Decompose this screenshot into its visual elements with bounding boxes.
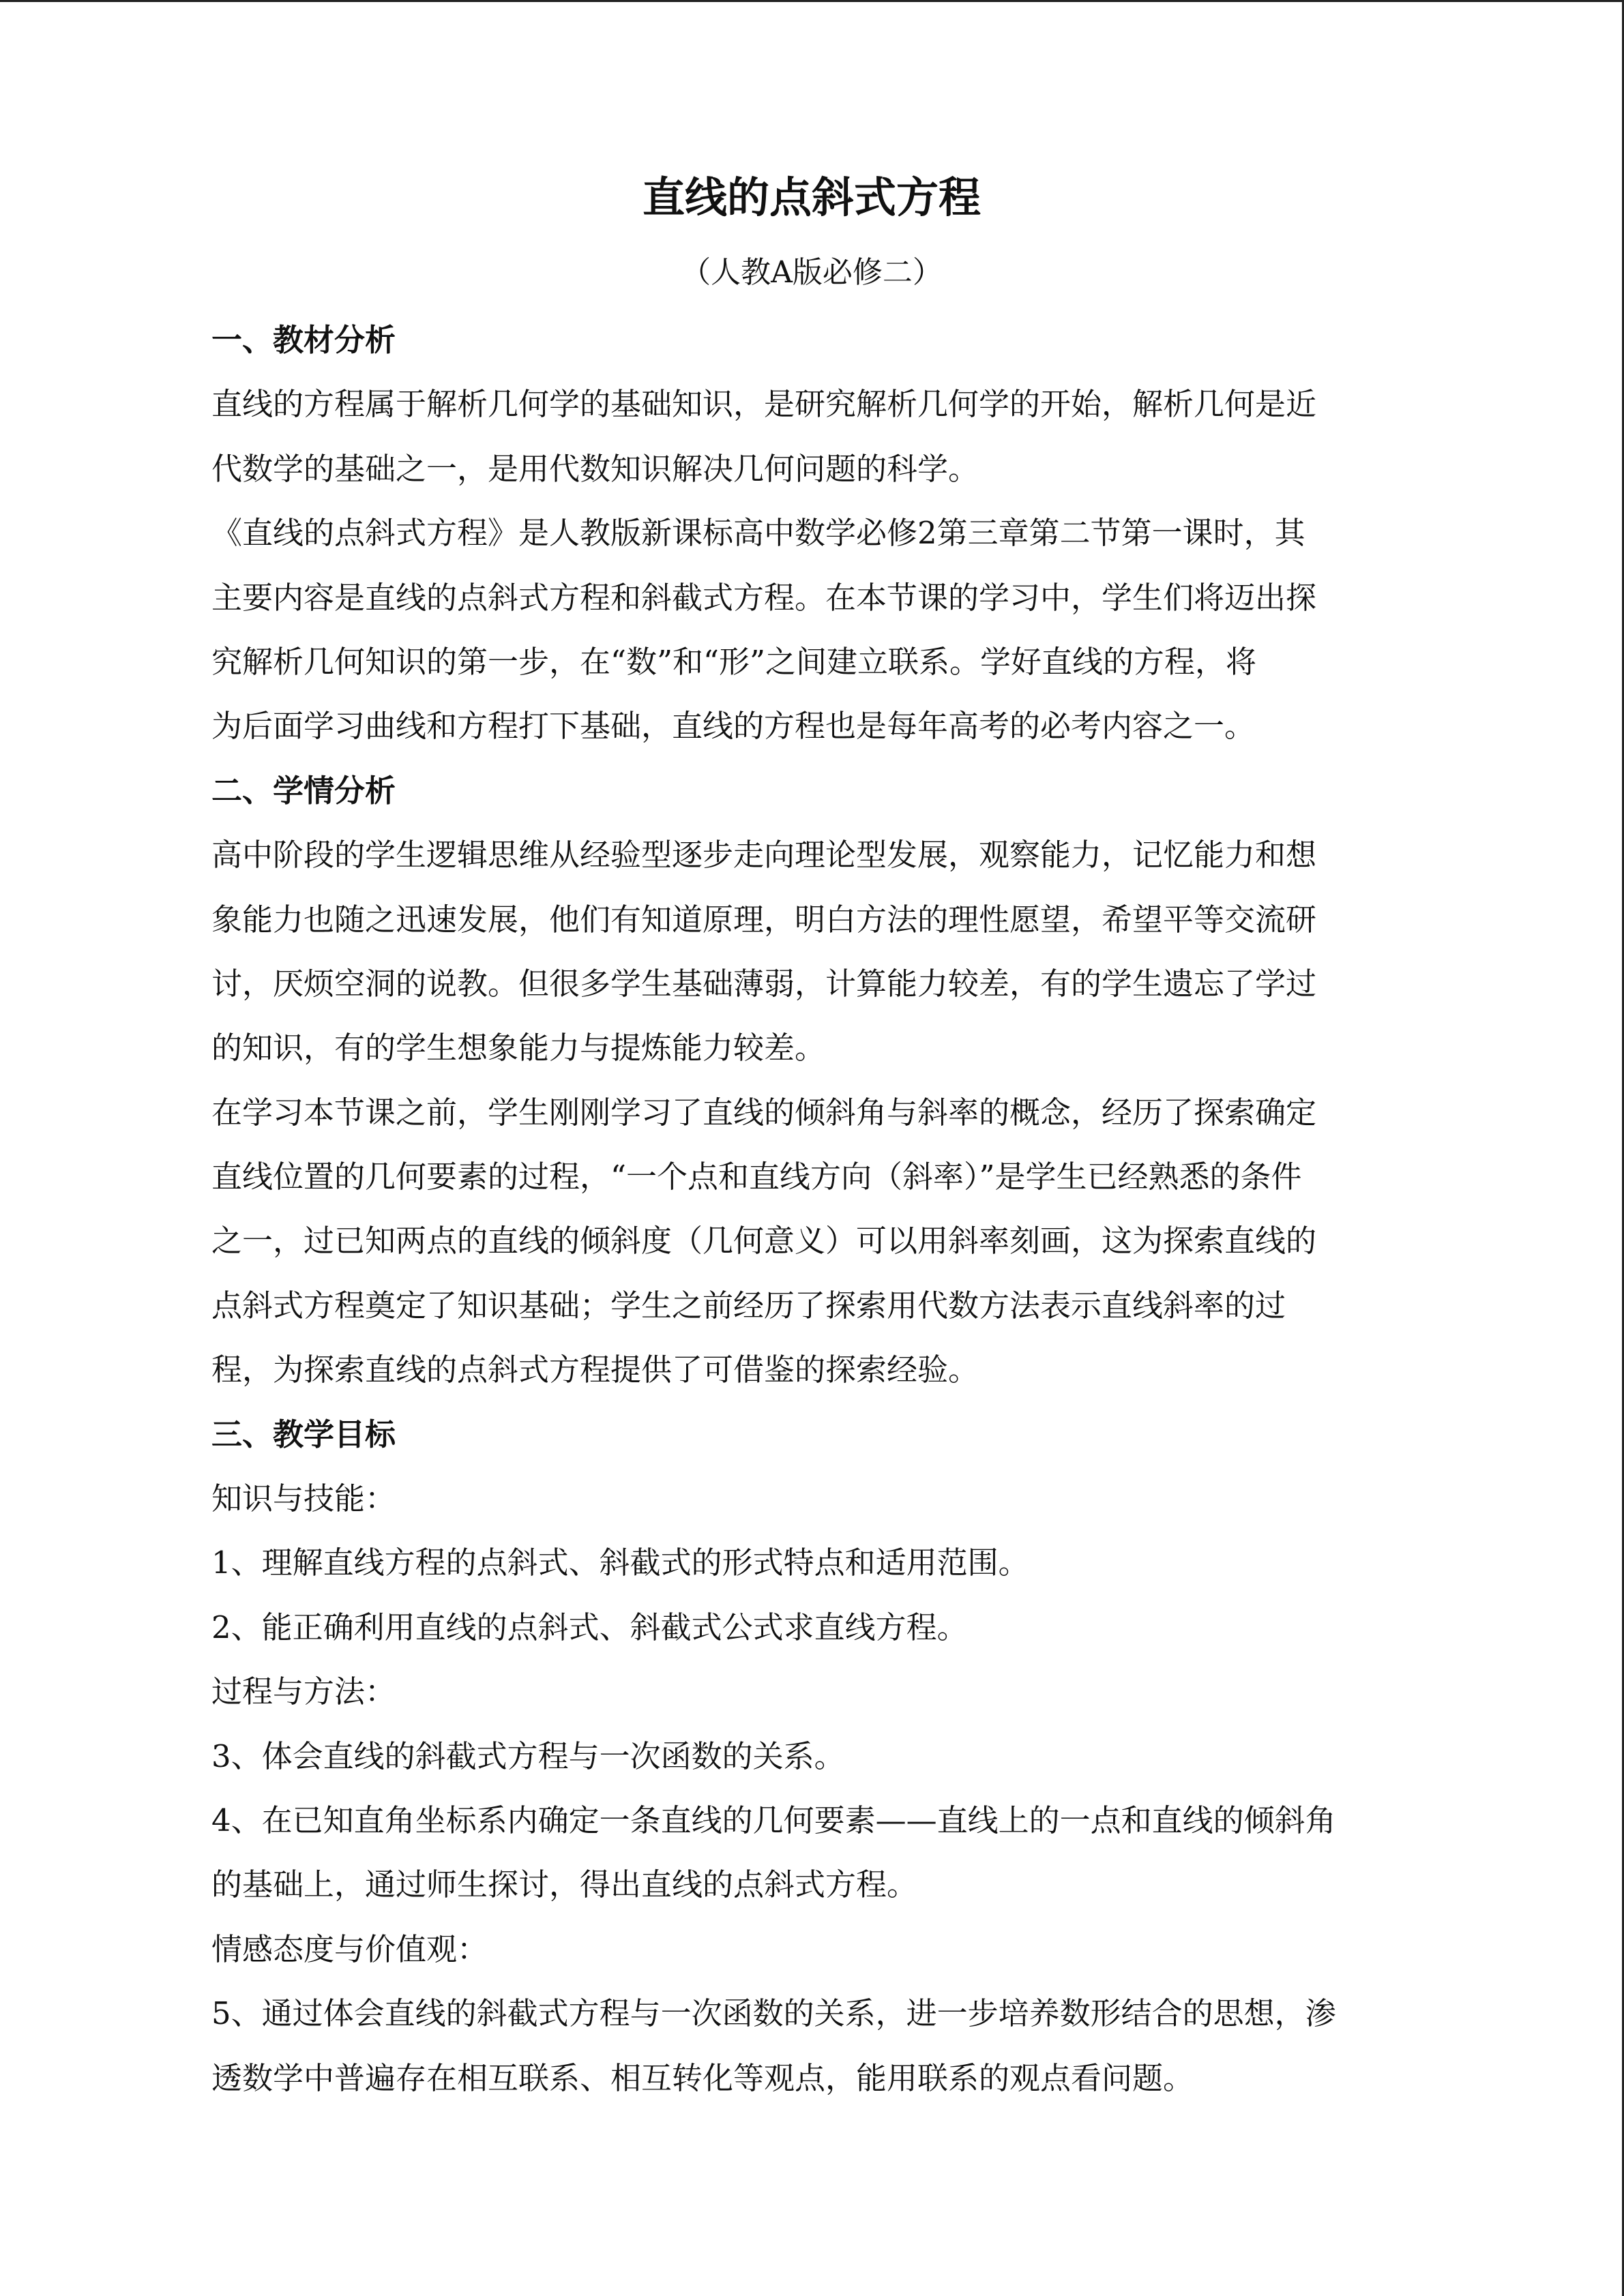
section-heading: 三、教学目标: [211, 1416, 396, 1452]
paragraph-line: 代数学的基础之一，是用代数知识解决几何问题的科学。: [211, 450, 979, 487]
objective-item: 3、体会直线的斜截式方程与一次函数的关系。: [211, 1738, 845, 1774]
document-body: [211, 308, 1412, 2111]
subsection-label: 情感态度与价值观：: [211, 1930, 488, 1967]
page-border-top: [0, 0, 1624, 2]
paragraph-line: 讨，厌烦空洞的说教。但很多学生基础薄弱，计算能力较差，有的学生遗忘了学过: [211, 965, 1317, 1002]
paragraph-line: 直线的方程属于解析几何学的基础知识，是研究解析几何学的开始，解析几何是近: [211, 386, 1317, 423]
paragraph-line: 究解析几何知识的第一步，在“数”和“形”之间建立联系。学好直线的方程，将: [211, 643, 1257, 680]
objective-item: 5、通过体会直线的斜截式方程与一次函数的关系，进一步培养数形结合的思想，渗: [211, 1995, 1336, 2032]
paragraph-line: 程，为探索直线的点斜式方程提供了可借鉴的探索经验。: [211, 1352, 979, 1388]
paragraph-line: 之一，过已知两点的直线的倾斜度（几何意义）可以用斜率刻画，这为探索直线的: [211, 1223, 1317, 1259]
document-subtitle: （人教A版必修二）: [681, 255, 943, 290]
paragraph-line: 主要内容是直线的点斜式方程和斜截式方程。在本节课的学习中，学生们将迈出探: [211, 579, 1317, 616]
section-heading: 一、教材分析: [211, 322, 396, 358]
objective-item: 透数学中普遍存在相互联系、相互转化等观点，能用联系的观点看问题。: [211, 2059, 1194, 2096]
paragraph-line: 直线位置的几何要素的过程，“一个点和直线方向（斜率）”是学生已经熟悉的条件: [211, 1159, 1302, 1195]
objective-item: 4、在已知直角坐标系内确定一条直线的几何要素——直线上的一点和直线的倾斜角: [211, 1802, 1336, 1838]
objective-item: 1、理解直线方程的点斜式、斜截式的形式特点和适用范围。: [211, 1545, 1029, 1581]
paragraph-line: 为后面学习曲线和方程打下基础，直线的方程也是每年高考的必考内容之一。: [211, 708, 1256, 745]
subsection-label: 知识与技能：: [211, 1480, 396, 1517]
paragraph-line: 的知识，有的学生想象能力与提炼能力较差。: [211, 1030, 826, 1067]
objective-item: 2、能正确利用直线的点斜式、斜截式公式求直线方程。: [211, 1609, 968, 1645]
paragraph-line: 在学习本节课之前，学生刚刚学习了直线的倾斜角与斜率的概念，经历了探索确定: [211, 1094, 1317, 1131]
paragraph-line: 象能力也随之迅速发展，他们有知道原理，明白方法的理性愿望，希望平等交流研: [211, 901, 1317, 938]
paragraph-line: 高中阶段的学生逻辑思维从经验型逐步走向理论型发展，观察能力，记忆能力和想: [211, 837, 1317, 874]
paragraph-line: 点斜式方程奠定了知识基础；学生之前经历了探索用代数方法表示直线斜率的过: [211, 1287, 1286, 1324]
document-title: 直线的点斜式方程: [642, 173, 981, 222]
subsection-label: 过程与方法：: [211, 1673, 396, 1710]
section-heading: 二、学情分析: [211, 772, 396, 809]
objective-item: 的基础上，通过师生探讨，得出直线的点斜式方程。: [211, 1866, 918, 1903]
paragraph-line: 《直线的点斜式方程》是人教版新课标高中数学必修2第三章第二节第一课时，其: [211, 515, 1305, 552]
